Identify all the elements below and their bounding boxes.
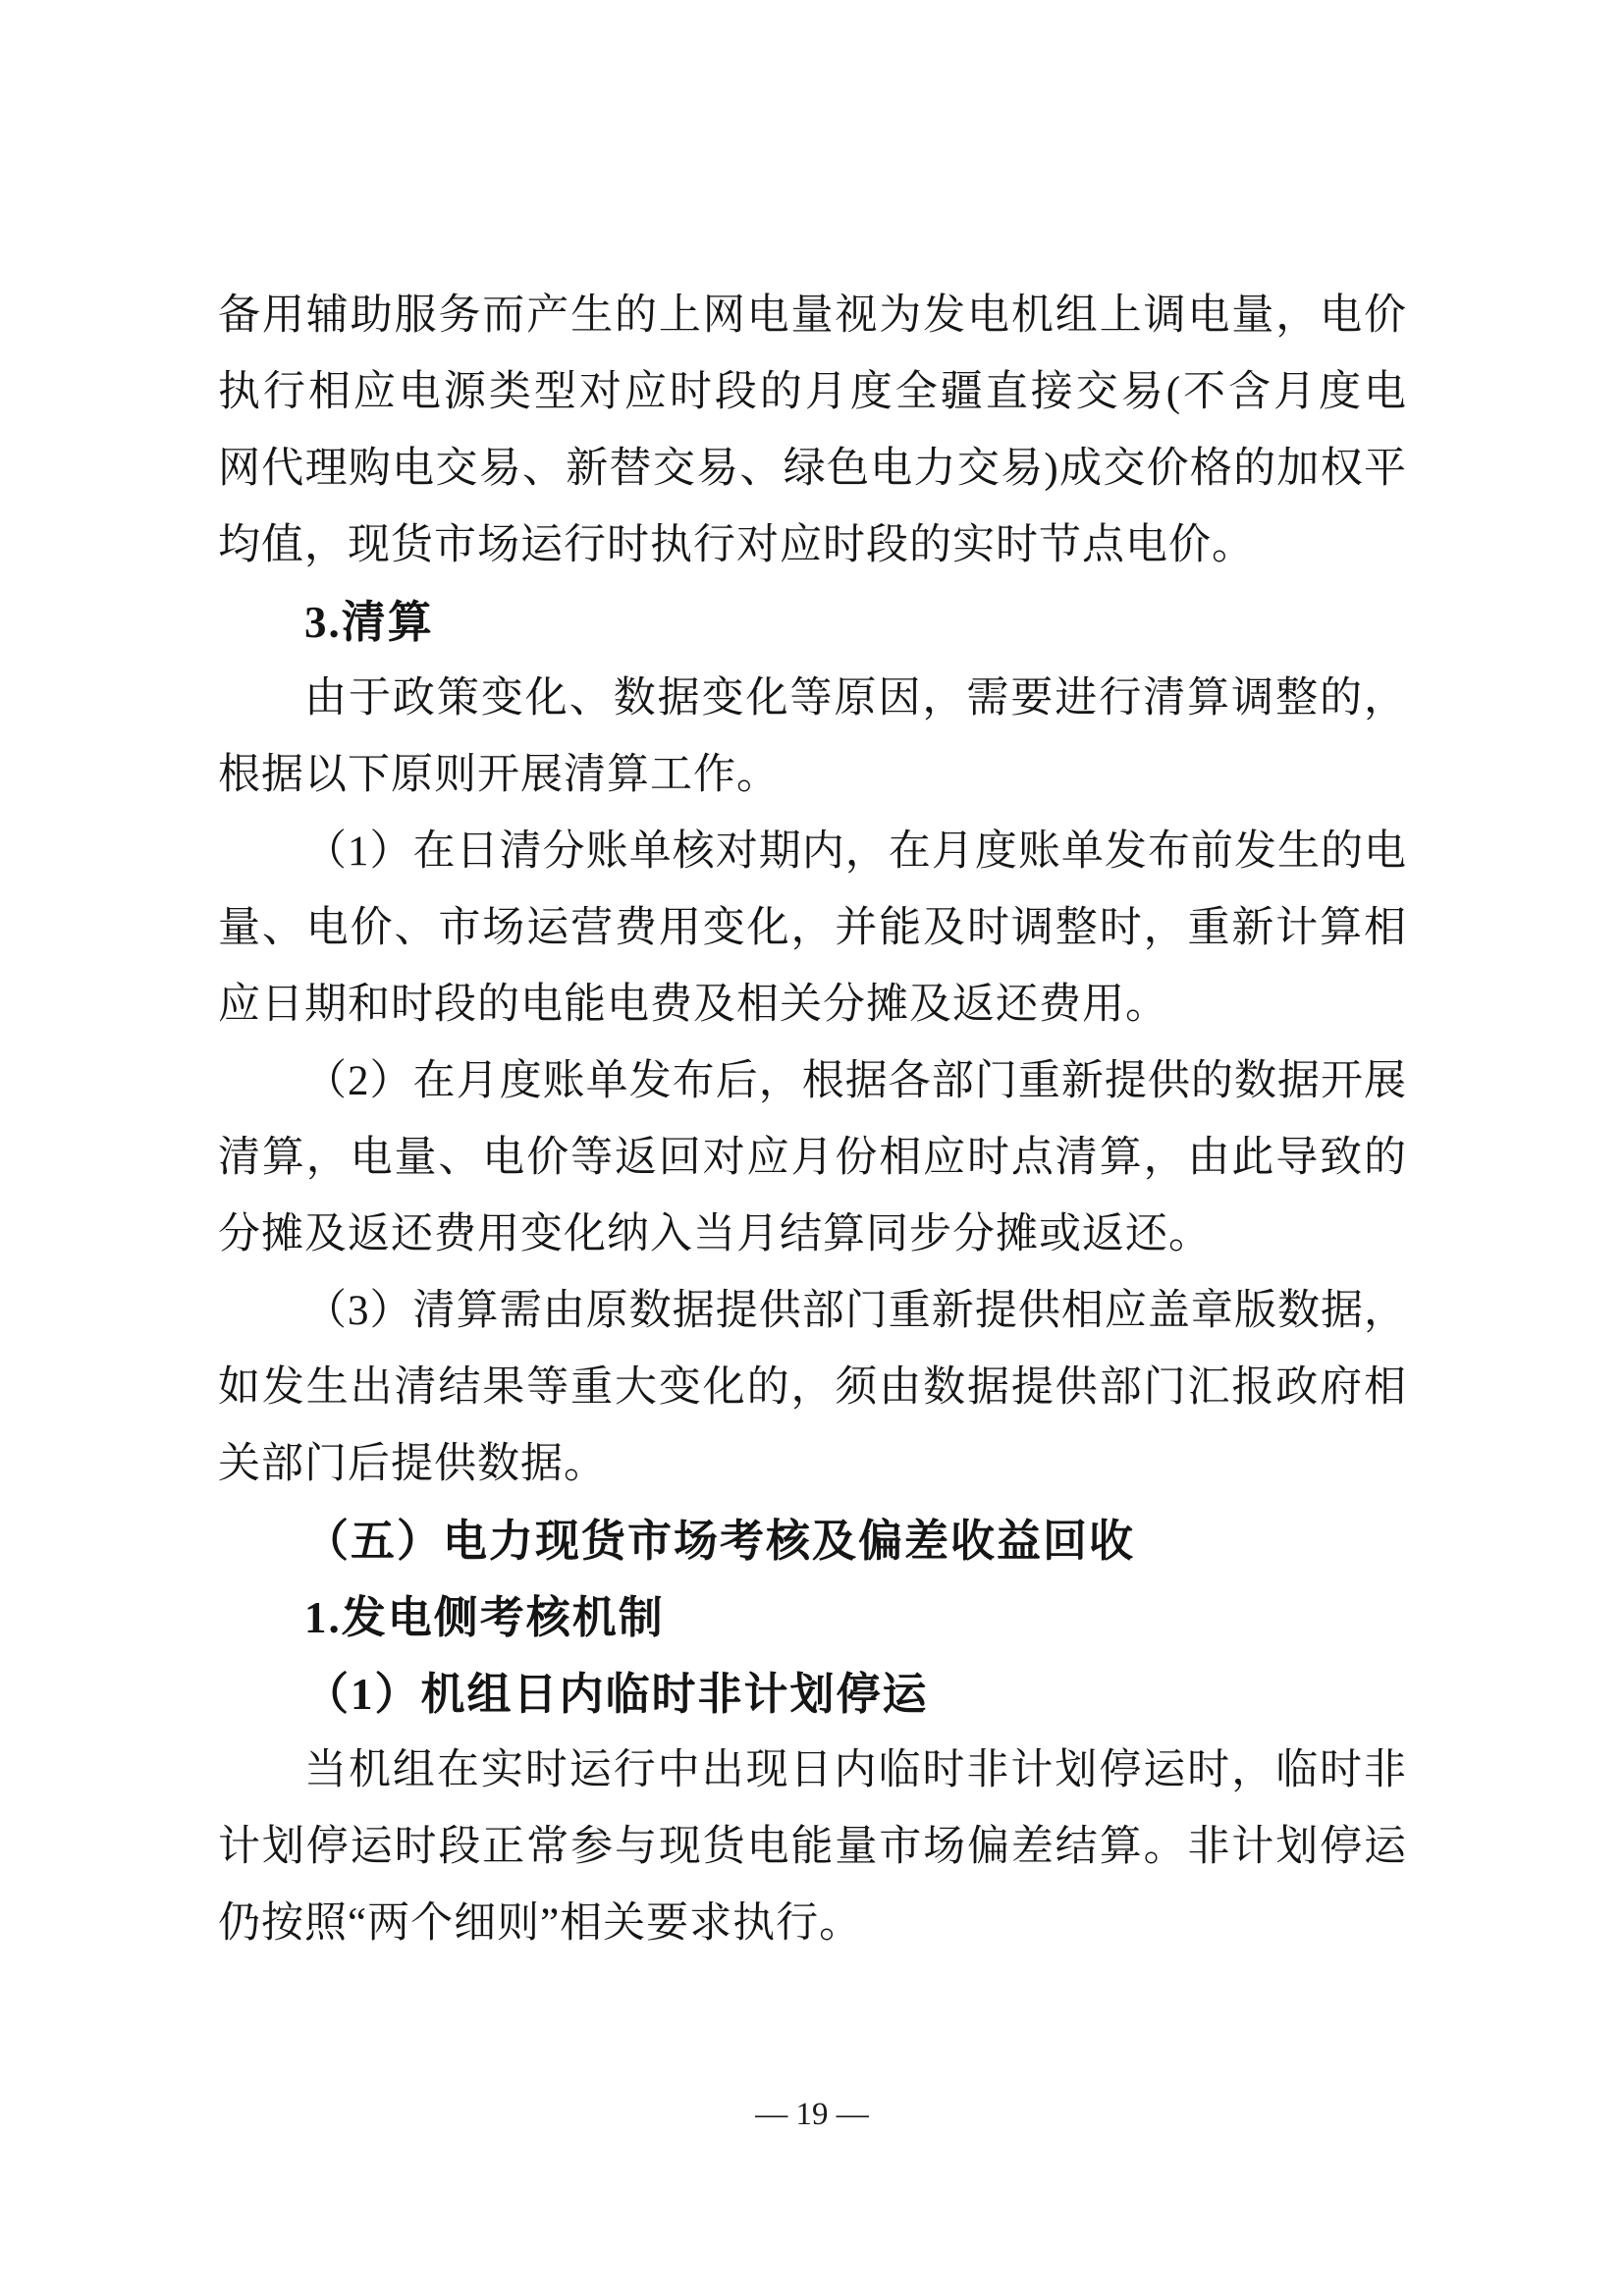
text-line: 执行相应电源类型对应时段的月度全疆直接交易(不含月度电: [218, 369, 1406, 415]
text-line: 关部门后提供数据。: [218, 1441, 607, 1487]
heading-line: 3.清算: [304, 598, 434, 647]
heading-line: （五）电力现货市场考核及偏差收益回收: [304, 1517, 1136, 1566]
text-line: 分摊及返还费用变化纳入当月结算同步分摊或返还。: [218, 1211, 1212, 1257]
page-number: — 19 —: [755, 2097, 869, 2132]
text-line: 根据以下原则开展清算工作。: [218, 752, 780, 798]
text-line: （2）在月度账单发布后，根据各部门重新提供的数据开展: [304, 1058, 1406, 1104]
page-footer: [0, 2093, 1624, 2136]
text-line: 量、电价、市场运营费用变化，并能及时调整时，重新计算相: [218, 905, 1406, 951]
heading-line: （1）机组日内临时非计划停运: [304, 1670, 929, 1719]
text-line: 仍按照“两个细则”相关要求执行。: [218, 1900, 863, 1947]
heading-line: 1.发电侧考核机制: [304, 1593, 665, 1642]
text-line: 由于政策变化、数据变化等原因，需要进行清算调整的，: [304, 675, 1406, 721]
text-line: （1）在日清分账单核对期内，在月度账单发布前发生的电: [304, 828, 1406, 875]
text-line: 网代理购电交易、新替交易、绿色电力交易)成交价格的加权平: [218, 446, 1406, 492]
text-line: 如发生出清结果等重大变化的，须由数据提供部门汇报政府相: [218, 1364, 1406, 1411]
text-line: 均值，现货市场运行时执行对应时段的实时节点电价。: [218, 522, 1255, 568]
text-line: 计划停运时段正常参与现货电能量市场偏差结算。非计划停运: [218, 1824, 1406, 1870]
text-line: 应日期和时段的电能电费及相关分摊及返还费用。: [218, 982, 1168, 1028]
document-body: [218, 278, 1406, 1962]
text-line: （3）清算需由原数据提供部门重新提供相应盖章版数据，: [304, 1288, 1406, 1334]
text-line: 当机组在实时运行中出现日内临时非计划停运时，临时非: [304, 1747, 1406, 1793]
text-line: 备用辅助服务而产生的上网电量视为发电机组上调电量，电价: [218, 293, 1406, 339]
text-line: 清算，电量、电价等返回对应月份相应时点清算，由此导致的: [218, 1135, 1406, 1181]
